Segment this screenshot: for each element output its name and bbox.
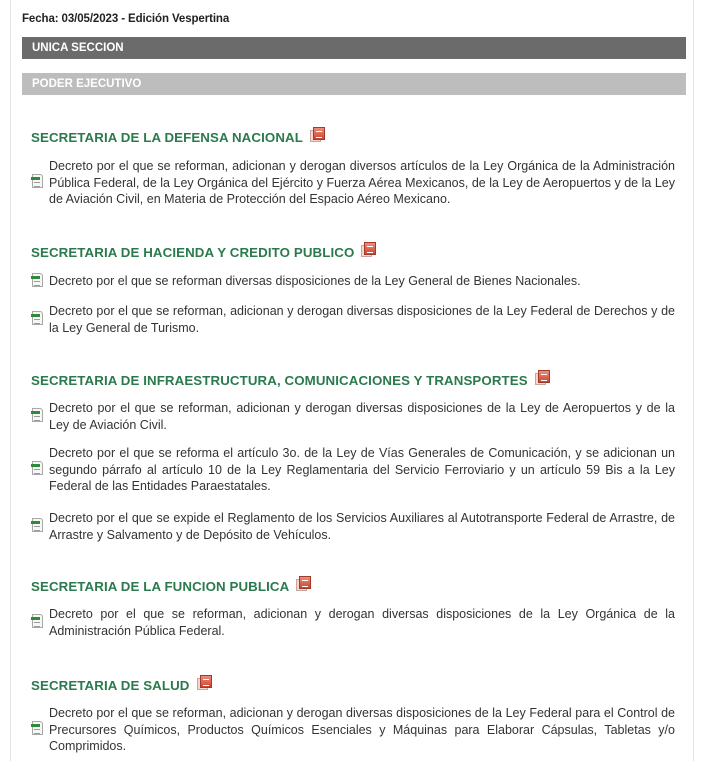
- list-item[interactable]: [31, 445, 675, 495]
- pdf-icon[interactable]: [296, 576, 312, 591]
- pdf-icon[interactable]: [197, 675, 213, 690]
- list-item[interactable]: [31, 400, 675, 433]
- branch-header: PODER EJECUTIVO: [22, 73, 686, 95]
- edition-date: Fecha: 03/05/2023 - Edición Vespertina: [22, 13, 230, 25]
- department-infraestructura: [31, 369, 675, 542]
- document-icon: [31, 461, 44, 476]
- department-title: SECRETARIA DE LA DEFENSA NACIONAL: [31, 129, 303, 145]
- decree-link[interactable]: Decreto por el que se expide el Reglamento de los Servicios Auxiliares al Autotransporte Federal de Arrastre, de Arrastre y Salvamento y de Depósito de Vehículos.: [49, 511, 675, 542]
- dof-summary-page: [10, 0, 694, 761]
- list-item[interactable]: [31, 273, 675, 290]
- pdf-icon[interactable]: [535, 370, 551, 385]
- document-icon: [31, 518, 44, 533]
- document-icon: [31, 174, 44, 189]
- document-icon: [31, 408, 44, 423]
- pdf-icon[interactable]: [310, 127, 326, 142]
- list-item[interactable]: [31, 705, 675, 755]
- department-hacienda: [31, 241, 675, 335]
- decree-link[interactable]: Decreto por el que se reforman diversas disposiciones de la Ley General de Bienes Nacionales.: [49, 274, 581, 288]
- document-icon: [31, 721, 44, 736]
- decree-link[interactable]: Decreto por el que se reforman, adicionan y derogan diversas disposiciones de la Ley de Aeropuertos y de la Ley de Aviación Civil.: [49, 401, 675, 432]
- department-title: SECRETARIA DE INFRAESTRUCTURA, COMUNICACIONES Y TRANSPORTES: [31, 372, 528, 388]
- department-title: SECRETARIA DE LA FUNCION PUBLICA: [31, 578, 290, 594]
- section-header: UNICA SECCION: [22, 37, 686, 59]
- decree-link[interactable]: Decreto por el que se reforman, adicionan y derogan diversas disposiciones de la Ley Federal para el Control de Precursores Químicos, Productos Químicos Esenciales y Máquinas para Elaborar Cápsulas, Tabletas y/o Comprimidos.: [49, 706, 675, 754]
- department-salud: [31, 674, 675, 754]
- pdf-icon[interactable]: [361, 242, 377, 257]
- decree-link[interactable]: Decreto por el que se reforma el artículo 3o. de la Ley de Vías Generales de Comunicación, y se adicionan un segundo párrafo al artículo 10 de la Ley Reglamentaria del Servicio Ferroviario y un artículo 59 Bis a la Ley Federal de las Entidades Paraestatales.: [49, 446, 675, 494]
- list-item[interactable]: [31, 510, 675, 543]
- document-icon: [31, 273, 44, 288]
- list-item[interactable]: [31, 158, 675, 208]
- list-item[interactable]: [31, 303, 675, 336]
- list-item[interactable]: [31, 606, 675, 639]
- decree-link[interactable]: Decreto por el que se reforman, adicionan y derogan diversas disposiciones de la Ley Federal de Derechos y de la Ley General de Turismo.: [49, 304, 675, 335]
- department-title: SECRETARIA DE HACIENDA Y CREDITO PUBLICO: [31, 244, 355, 260]
- document-icon: [31, 311, 44, 326]
- department-title: SECRETARIA DE SALUD: [31, 677, 190, 693]
- decree-link[interactable]: Decreto por el que se reforman, adicionan y derogan diversos artículos de la Ley Orgánica de la Administración Pública Federal, de la Ley Orgánica del Ejército y Fuerza Aérea Mexicanos, de la Ley de Aeropuertos y de la Ley de Aviación Civil, en Materia de Protección del Espacio Aéreo Mexicano.: [49, 159, 675, 207]
- document-icon: [31, 614, 44, 629]
- department-funcion-publica: [31, 575, 675, 638]
- department-defensa: [31, 126, 675, 207]
- decree-link[interactable]: Decreto por el que se reforman, adicionan y derogan diversas disposiciones de la Ley Orgánica de la Administración Pública Federal.: [49, 607, 675, 638]
